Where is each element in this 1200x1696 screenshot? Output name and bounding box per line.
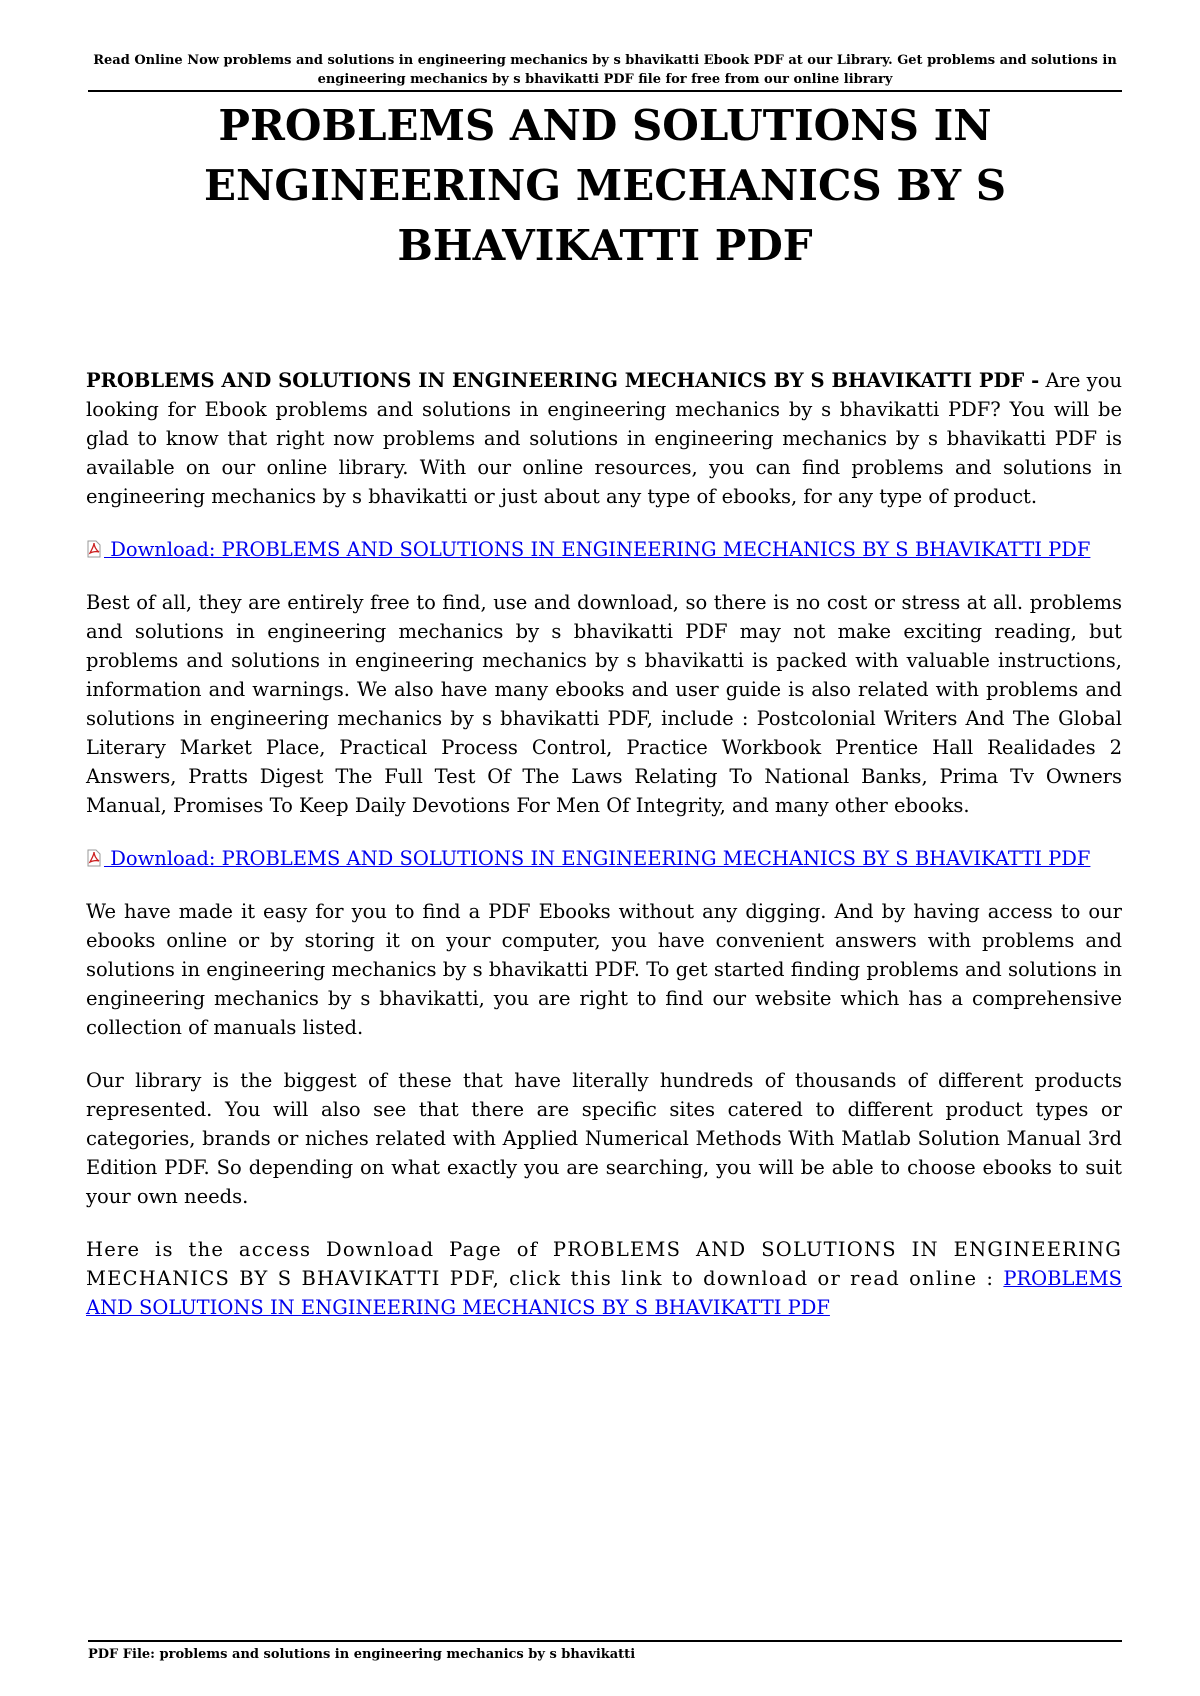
- download-link-1[interactable]: [86, 538, 1090, 561]
- download-link-row-1: [86, 535, 1122, 564]
- page-header: Read Online Now problems and solutions in engineering mechanics by s bhavikatti Ebook PDF at our Library. Get problems and solutions in engineering mechanics by s bhavikatti PDF file for free from our online library: [93, 53, 1117, 87]
- download-link-1-label: Download: PROBLEMS AND SOLUTIONS IN ENGINEERING MECHANICS BY S BHAVIKATTI PDF: [104, 538, 1091, 561]
- page-footer: PDF File: problems and solutions in engineering mechanics by s bhavikatti: [88, 1647, 636, 1662]
- document-body: [86, 366, 1122, 1346]
- intro-text: Are you looking for Ebook problems and solutions in engineering mechanics by s bhavikatti PDF? You will be glad to know that right now problems and solutions in engineering mechanics by s bhavikatti PDF is available on our online library. With our online resources, you can find problems and solutions in engineering mechanics by s bhavikatti or just about any type of ebooks, for any type of product.: [86, 369, 1122, 508]
- header-divider: [88, 90, 1122, 92]
- paragraph-3: We have made it easy for you to find a PDF Ebooks without any digging. And by having access to our ebooks online or by storing it on your computer, you have convenient answers with problems and solutions in engineering mechanics by s bhavikatti PDF. To get started finding problems and solutions in engineering mechanics by s bhavikatti, you are right to find our website which has a comprehensive collection of manuals listed.: [86, 900, 1122, 1039]
- pdf-file-icon: [86, 849, 102, 867]
- paragraph-4: Our library is the biggest of these that have literally hundreds of thousands of different products represented. You will also see that there are specific sites catered to different product types or categories, brands or niches related with Applied Numerical Methods With Matlab Solution Manual 3rd Edition PDF. So depending on what exactly you are searching, you will be able to choose ebooks to suit your own needs.: [86, 1069, 1122, 1208]
- paragraph-5: [86, 1235, 1122, 1322]
- download-link-2-label: Download: PROBLEMS AND SOLUTIONS IN ENGINEERING MECHANICS BY S BHAVIKATTI PDF: [104, 847, 1091, 870]
- pdf-file-icon: [86, 540, 102, 558]
- paragraph-5-text: Here is the access Download Page of PROBLEMS AND SOLUTIONS IN ENGINEERING MECHANICS BY S BHAVIKATTI PDF, click this link to download or read online :: [86, 1238, 1122, 1290]
- download-link-row-2: [86, 844, 1122, 873]
- document-title: PROBLEMS AND SOLUTIONS IN ENGINEERING MECHANICS BY S BHAVIKATTI PDF: [203, 101, 1007, 270]
- download-page-link[interactable]: PROBLEMS AND SOLUTIONS IN ENGINEERING MECHANICS BY S BHAVIKATTI PDF: [86, 1267, 1122, 1319]
- intro-paragraph: [86, 366, 1122, 511]
- paragraph-2: Best of all, they are entirely free to find, use and download, so there is no cost or stress at all. problems and solutions in engineering mechanics by s bhavikatti PDF may not make exciting reading, but problems and solutions in engineering mechanics by s bhavikatti is packed with valuable instructions, information and warnings. We also have many ebooks and user guide is also related with problems and solutions in engineering mechanics by s bhavikatti PDF, include : Postcolonial Writers And The Global Literary Market Place, Practical Process Control, Practice Workbook Prentice Hall Realidades 2 Answers, Pratts Digest The Full Test Of The Laws Relating To National Banks, Prima Tv Owners Manual, Promises To Keep Daily Devotions For Men Of Integrity, and many other ebooks.: [86, 591, 1122, 817]
- footer-divider: [88, 1640, 1122, 1642]
- intro-lead: PROBLEMS AND SOLUTIONS IN ENGINEERING MECHANICS BY S BHAVIKATTI PDF -: [86, 369, 1040, 392]
- download-link-2[interactable]: [86, 847, 1090, 870]
